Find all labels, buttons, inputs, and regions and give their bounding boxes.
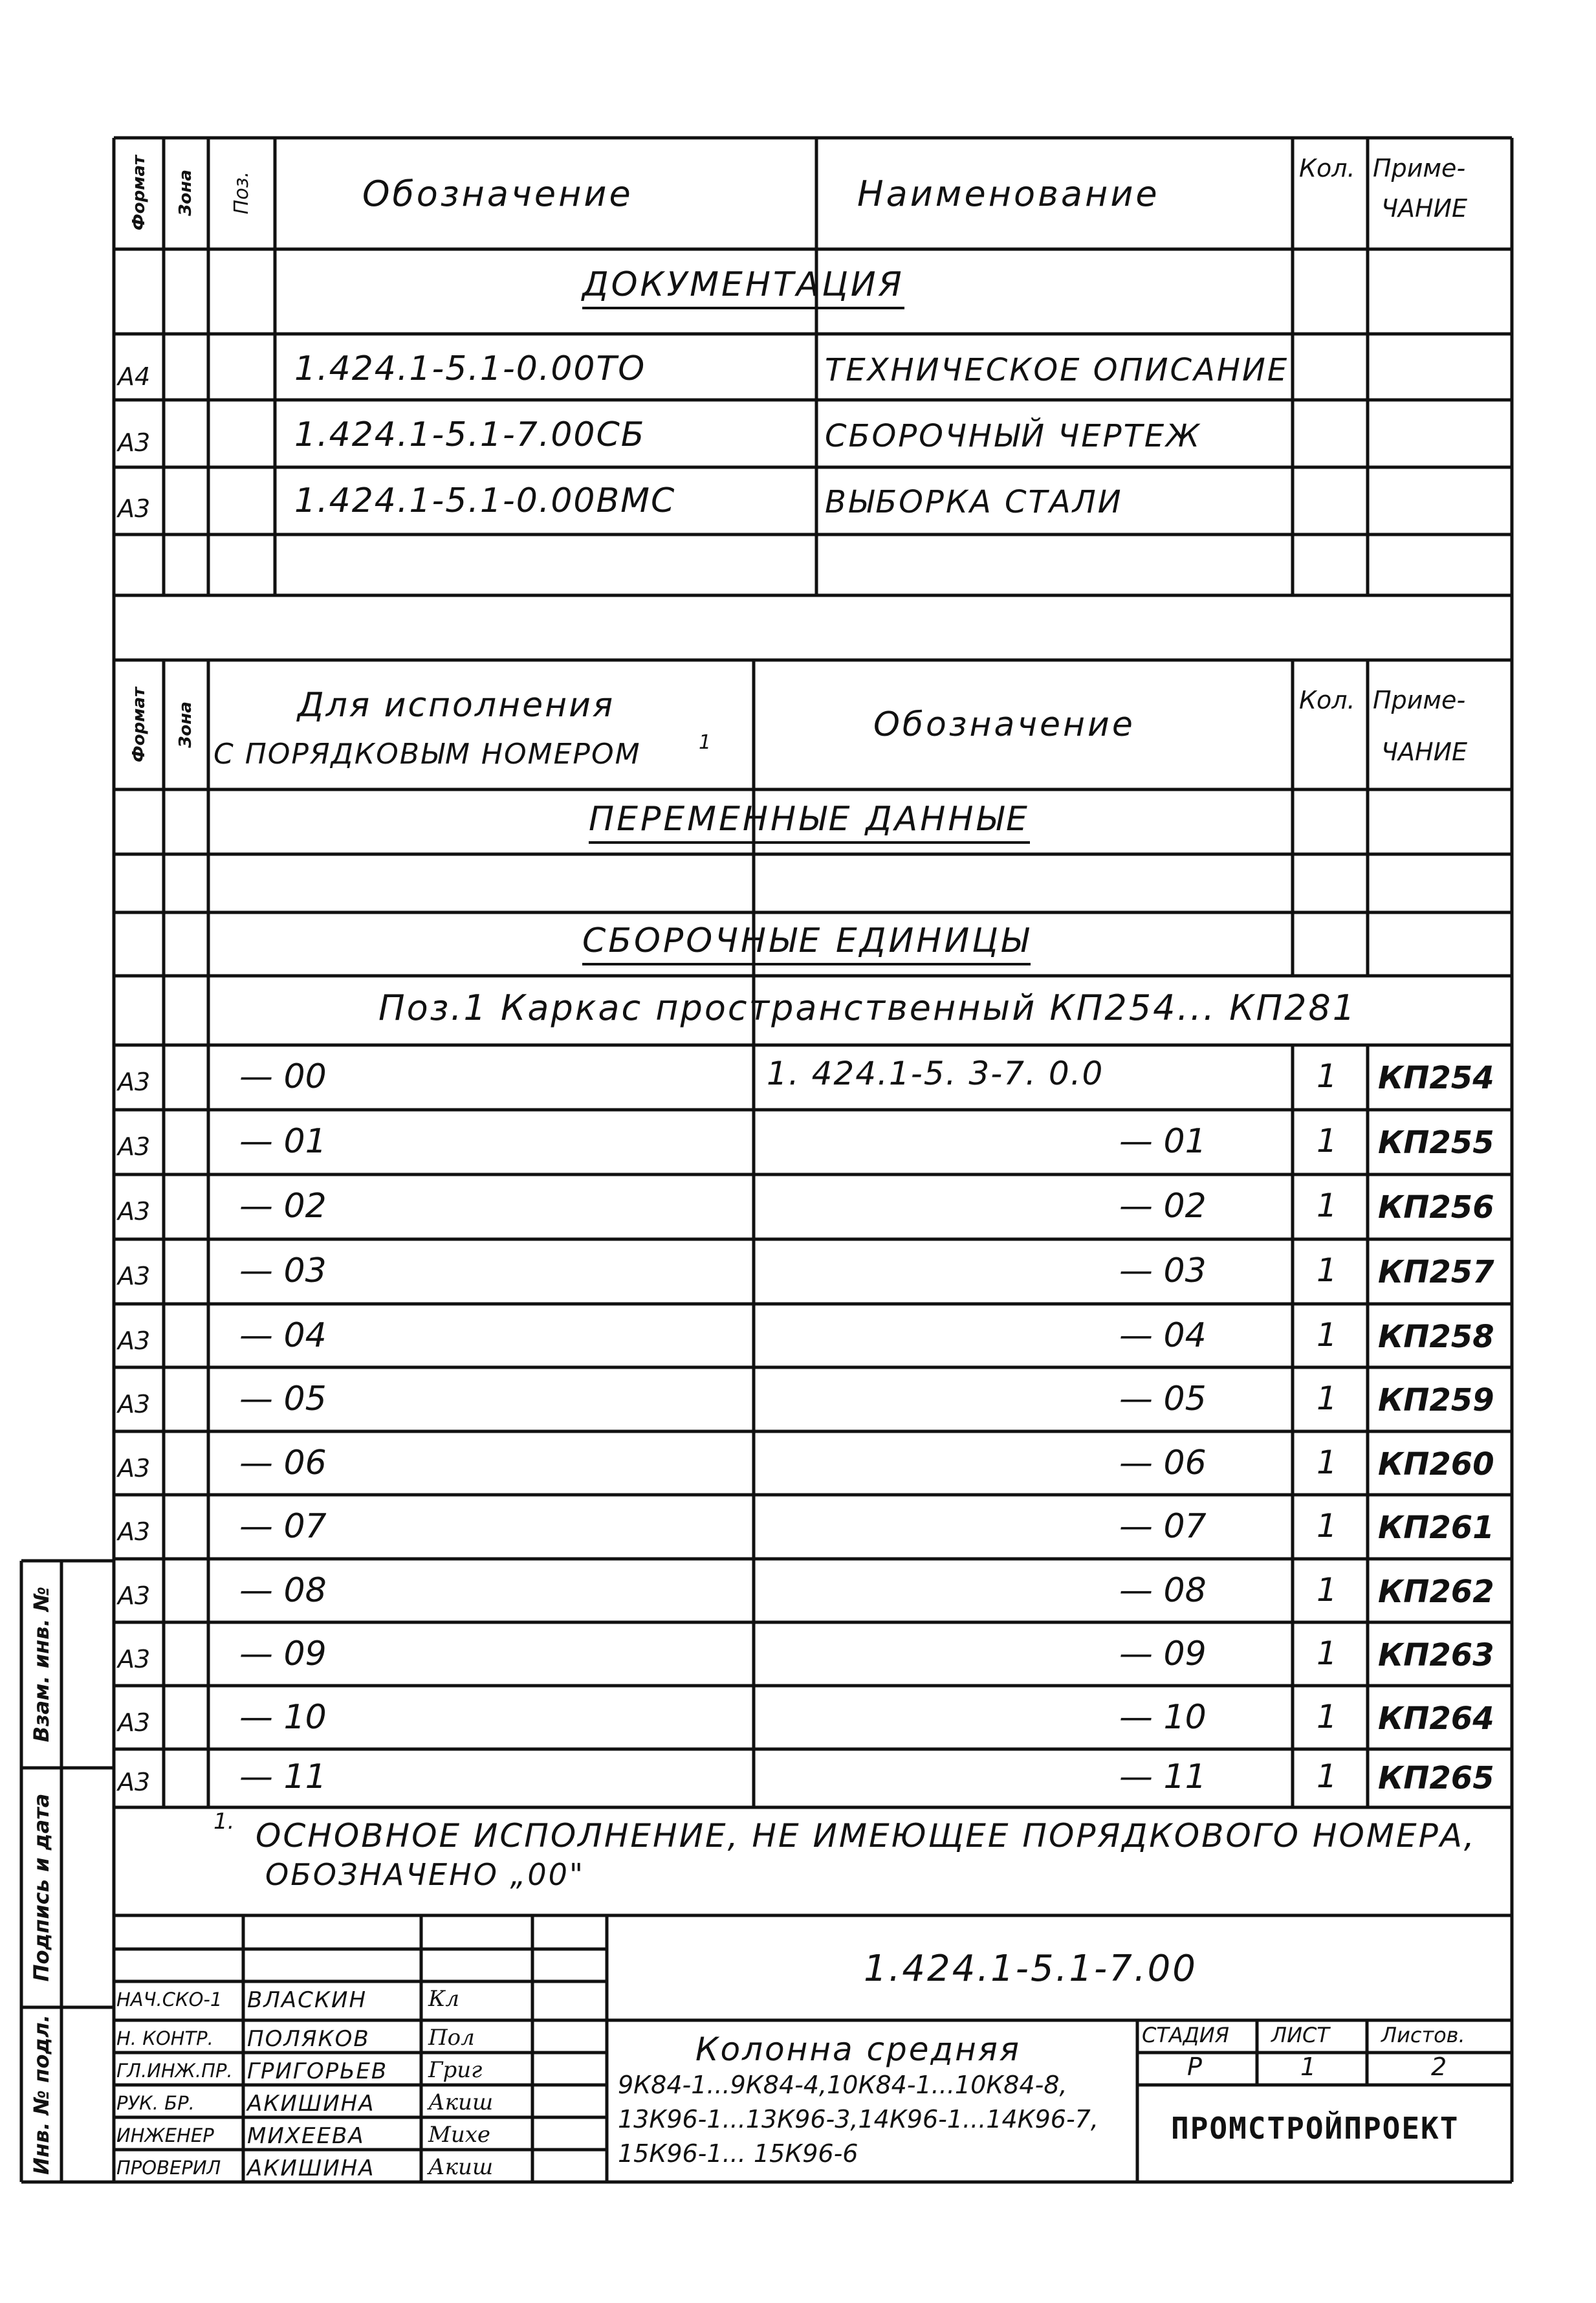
side-label-vzam: Взам. инв. № bbox=[29, 1586, 54, 1743]
row-format: А3 bbox=[118, 1132, 151, 1161]
row-note: КП257 bbox=[1378, 1254, 1494, 1290]
footnote-number: 1. bbox=[213, 1809, 235, 1835]
row-variant: — 02 bbox=[239, 1187, 327, 1226]
row-variant: — 00 bbox=[239, 1057, 327, 1096]
row-qty: 1 bbox=[1317, 1635, 1337, 1672]
position-title: Поз.1 Каркас пространственный КП254... КП281 bbox=[378, 987, 1357, 1028]
row-qty: 1 bbox=[1317, 1316, 1337, 1354]
doc-code: 1.424.1-5.1-7.00СБ bbox=[294, 415, 646, 454]
row-variant: — 09 bbox=[239, 1635, 327, 1673]
title-line-2: 9К84-1...9К84-4,10К84-1...10К84-8, bbox=[618, 2071, 1067, 2099]
row-designation: 1. 424.1-5. 3-7. 0.0 bbox=[767, 1055, 1104, 1092]
row-format: А3 bbox=[118, 1197, 151, 1226]
row-designation: — 06 bbox=[1119, 1444, 1207, 1482]
doc-format: А3 bbox=[118, 428, 151, 457]
row-format: А3 bbox=[118, 1645, 151, 1673]
row-designation: — 10 bbox=[1119, 1698, 1207, 1737]
person-role: НАЧ.СКО-1 bbox=[116, 1989, 223, 2011]
doc-code: 1.424.1-5.1-0.00ТО bbox=[294, 349, 646, 388]
person-name: АКИШИНА bbox=[247, 2155, 375, 2181]
row-designation: — 05 bbox=[1119, 1380, 1207, 1418]
person-name: ГРИГОРЬЕВ bbox=[247, 2058, 388, 2084]
title-line-4: 15К96-1... 15К96-6 bbox=[618, 2139, 858, 2168]
docs-section-title: ДОКУМЕНТАЦИЯ bbox=[582, 265, 904, 309]
assembly-section-title: СБОРОЧНЫЕ ЕДИНИЦЫ bbox=[582, 921, 1031, 965]
row-qty: 1 bbox=[1317, 1758, 1337, 1795]
row-format: А3 bbox=[118, 1390, 151, 1418]
row-note: КП254 bbox=[1378, 1060, 1494, 1096]
row-qty: 1 bbox=[1317, 1122, 1337, 1160]
row-variant: — 07 bbox=[239, 1507, 327, 1546]
col2-qty-header: Кол. bbox=[1299, 686, 1355, 714]
person-signature: Григ bbox=[428, 2057, 483, 2083]
person-role: РУК. БР. bbox=[116, 2092, 195, 2114]
row-note: КП260 bbox=[1378, 1446, 1494, 1482]
footnote-line-2: ОБОЗНАЧЕНО „00" bbox=[265, 1857, 585, 1892]
row-variant: — 03 bbox=[239, 1251, 327, 1290]
col2-zone-header: Зона bbox=[176, 701, 195, 748]
row-variant: — 04 bbox=[239, 1316, 327, 1355]
person-signature: Михе bbox=[428, 2122, 491, 2148]
row-variant: — 08 bbox=[239, 1571, 327, 1610]
person-name: ВЛАСКИН bbox=[247, 1987, 367, 2013]
title-line-3: 13К96-1...13К96-3,14К96-1...14К96-7, bbox=[618, 2105, 1099, 2133]
col2-designation-header: Обозначение bbox=[873, 705, 1135, 744]
col-designation-header: Обозначение bbox=[362, 173, 633, 214]
row-note: КП263 bbox=[1378, 1637, 1494, 1673]
row-variant: — 10 bbox=[239, 1698, 327, 1737]
person-name: АКИШИНА bbox=[247, 2091, 375, 2117]
doc-format: А4 bbox=[118, 362, 151, 391]
col2-note-header-l2: ЧАНИЕ bbox=[1381, 738, 1468, 766]
row-variant: — 06 bbox=[239, 1444, 327, 1482]
row-qty: 1 bbox=[1317, 1507, 1337, 1545]
person-signature: Акиш bbox=[428, 2089, 494, 2115]
row-designation: — 07 bbox=[1119, 1507, 1207, 1546]
row-designation: — 01 bbox=[1119, 1122, 1207, 1161]
side-label-podpis: Подпись и дата bbox=[29, 1793, 54, 1982]
row-format: А3 bbox=[118, 1581, 151, 1610]
col-variant-header-l2: С ПОРЯДКОВЫМ НОМЕРОМ bbox=[213, 738, 641, 771]
sheets-value: 2 bbox=[1431, 2053, 1447, 2081]
row-format: А3 bbox=[118, 1708, 151, 1737]
doc-name: ВЫБОРКА СТАЛИ bbox=[825, 484, 1123, 520]
col-zone-header: Зона bbox=[176, 170, 195, 216]
row-designation: — 04 bbox=[1119, 1316, 1207, 1355]
col-name-header: Наименование bbox=[857, 173, 1160, 214]
person-role: ИНЖЕНЕР bbox=[116, 2124, 214, 2146]
row-format: А3 bbox=[118, 1068, 151, 1096]
row-designation: — 08 bbox=[1119, 1571, 1207, 1610]
col-variant-header-l1: Для исполнения bbox=[298, 686, 615, 725]
col-note-header-l2: ЧАНИЕ bbox=[1381, 194, 1468, 223]
doc-format: А3 bbox=[118, 494, 151, 523]
person-name: ПОЛЯКОВ bbox=[247, 2026, 370, 2052]
sheet-value: 1 bbox=[1300, 2053, 1317, 2081]
row-qty: 1 bbox=[1317, 1251, 1337, 1289]
person-signature: Акиш bbox=[428, 2154, 494, 2180]
col2-note-header-l1: Приме- bbox=[1373, 686, 1466, 714]
title-line-1: Колонна средняя bbox=[695, 2031, 1021, 2068]
row-qty: 1 bbox=[1317, 1444, 1337, 1481]
footnote-mark: 1 bbox=[699, 731, 712, 754]
col2-format-header: Формат bbox=[129, 687, 149, 763]
row-variant: — 01 bbox=[239, 1122, 327, 1161]
row-note: КП265 bbox=[1378, 1760, 1494, 1796]
person-signature: Кл bbox=[428, 1986, 459, 2012]
row-format: А3 bbox=[118, 1454, 151, 1482]
row-variant: — 05 bbox=[239, 1380, 327, 1418]
sheets-label: Листов. bbox=[1381, 2023, 1465, 2047]
row-designation: — 03 bbox=[1119, 1251, 1207, 1290]
row-note: КП261 bbox=[1378, 1510, 1494, 1546]
stage-value: Р bbox=[1187, 2053, 1202, 2081]
row-qty: 1 bbox=[1317, 1571, 1337, 1609]
row-note: КП259 bbox=[1378, 1382, 1494, 1418]
footnote-line-1: ОСНОВНОЕ ИСПОЛНЕНИЕ, НЕ ИМЕЮЩЕЕ ПОРЯДКОВОГО НОМЕРА, bbox=[256, 1817, 1476, 1855]
person-name: МИХЕЕВА bbox=[247, 2123, 365, 2149]
row-note: КП262 bbox=[1378, 1574, 1494, 1610]
stage-label: СТАДИЯ bbox=[1142, 2023, 1229, 2047]
row-qty: 1 bbox=[1317, 1380, 1337, 1417]
row-format: А3 bbox=[118, 1768, 151, 1796]
sheet-label: ЛИСТ bbox=[1271, 2023, 1329, 2047]
row-variant: — 11 bbox=[239, 1758, 327, 1796]
person-role: ПРОВЕРИЛ bbox=[116, 2157, 221, 2179]
col-pos-header: Поз. bbox=[230, 171, 253, 215]
row-qty: 1 bbox=[1317, 1187, 1337, 1224]
row-qty: 1 bbox=[1317, 1698, 1337, 1736]
row-note: КП264 bbox=[1378, 1701, 1494, 1737]
col-format-header: Формат bbox=[129, 155, 149, 231]
row-note: КП258 bbox=[1378, 1319, 1494, 1355]
doc-name: СБОРОЧНЫЙ ЧЕРТЕЖ bbox=[825, 418, 1201, 454]
person-signature: Пол bbox=[428, 2025, 475, 2051]
row-format: А3 bbox=[118, 1517, 151, 1546]
row-note: КП255 bbox=[1378, 1125, 1494, 1161]
doc-code: 1.424.1-5.1-0.00ВМС bbox=[294, 481, 676, 520]
doc-code: 1.424.1-5.1-7.00 bbox=[864, 1948, 1197, 1990]
person-role: ГЛ.ИНЖ.ПР. bbox=[116, 2060, 233, 2082]
organization-stamp: ПРОМСТРОЙПРОЕКТ bbox=[1171, 2111, 1459, 2146]
row-format: А3 bbox=[118, 1327, 151, 1355]
variable-section-title: ПЕРЕМЕННЫЕ ДАННЫЕ bbox=[589, 800, 1030, 844]
row-designation: — 11 bbox=[1119, 1758, 1207, 1796]
col-note-header-l1: Приме- bbox=[1373, 154, 1466, 182]
row-designation: — 09 bbox=[1119, 1635, 1207, 1673]
row-designation: — 02 bbox=[1119, 1187, 1207, 1226]
side-label-inv: Инв. № подл. bbox=[29, 2014, 54, 2175]
doc-name: ТЕХНИЧЕСКОЕ ОПИСАНИЕ bbox=[825, 352, 1289, 388]
col-qty-header: Кол. bbox=[1299, 154, 1355, 182]
row-qty: 1 bbox=[1317, 1057, 1337, 1095]
row-format: А3 bbox=[118, 1262, 151, 1290]
row-note: КП256 bbox=[1378, 1189, 1494, 1226]
person-role: Н. КОНТР. bbox=[116, 2027, 213, 2049]
